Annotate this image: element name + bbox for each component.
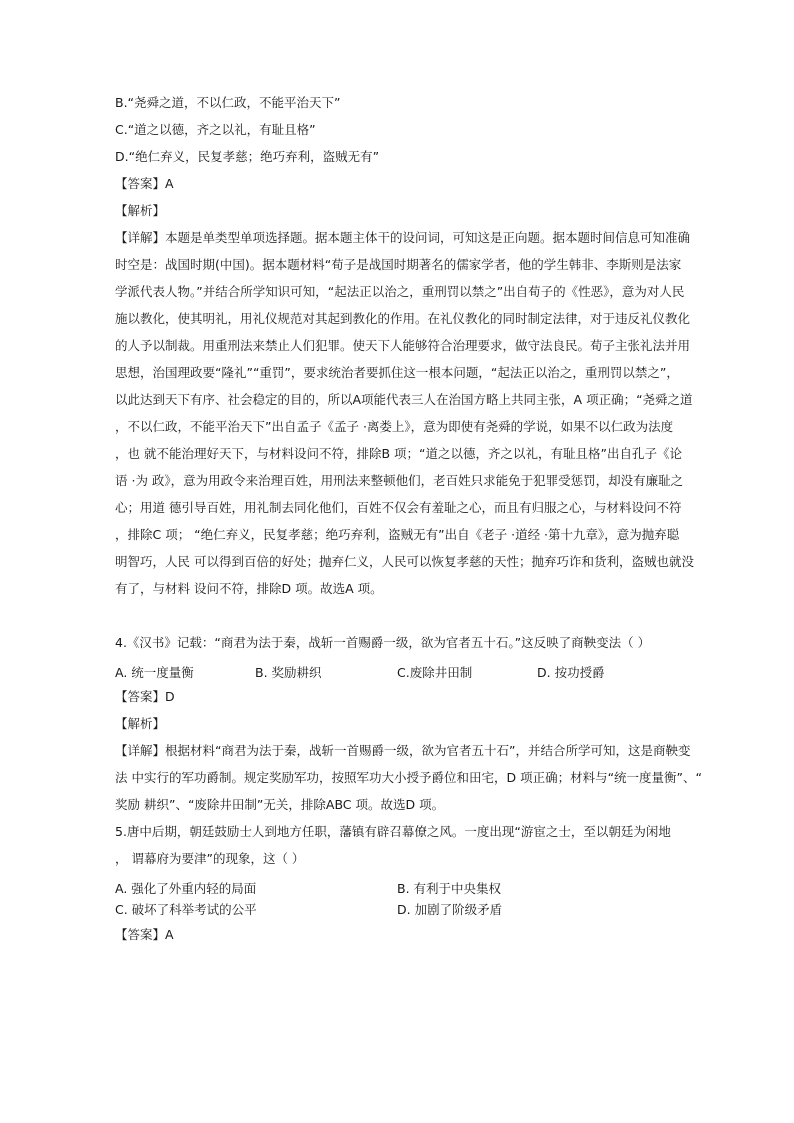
- q4-options: [115, 663, 695, 680]
- q3-option-b: B.“尧舜之道，不以仁政，不能平治天下”: [115, 95, 341, 110]
- q3-detail-line: 【详解】本题是单类型单项选择题。据本题主体干的设问词，可知这是正向题。据本题时间信息可知准确: [115, 230, 691, 245]
- q3-detail-line: 明智巧，人民 可以得到百倍的好处；抛弃仁义，人民可以恢复孝慈的天性；抛弃巧诈和货利，盗贼也就没: [115, 554, 694, 569]
- q4-stem: 4.《汉书》记载：“商君为法于秦，战斩一首赐爵一级，欲为官者五十石。”这反映了商鞅变法（ ）: [115, 635, 651, 650]
- q3-option-c: C.“道之以德，齐之以礼，有耻且格”: [115, 122, 316, 137]
- q5-stem-line: 5.唐中后期，朝廷鼓励士人到地方任职，藩镇有辟召幕僚之风。一度出现“游宦之士，至以朝廷为闲地: [115, 824, 671, 839]
- q4-detail-line: 【详解】根据材料“商君为法于秦，战斩一首赐爵一级，欲为官者五十石”，并结合所学可知，这是商鞅变: [115, 743, 691, 758]
- q3-detail-line: 有了，与材料 设问不符，排除D 项。故选A 项。: [115, 581, 383, 596]
- q3-detail-line: 语 ·为 政》，意为用政令来治理百姓，用刑法来整顿他们，老百姓只求能免于犯罪受惩罚，却没有廉耻之: [115, 473, 684, 488]
- q4-option-a: A. 统一度量衡: [115, 665, 194, 680]
- q5-option-b: B. 有利于中央集权: [397, 881, 502, 896]
- q3-detail-line: 的人予以制裁。用重刑法来禁止人们犯罪。使天下人能够符合治理要求，做守法良民。荀子主张礼法并用: [115, 338, 691, 353]
- q3-detail-line: ，不以仁政，不能平治天下”出自孟子《孟子 ·离娄上》，意为即使有尧舜的学说，如果不以仁政为法度: [115, 419, 674, 434]
- q5-option-a: A. 强化了外重内轻的局面: [115, 881, 257, 896]
- q5-option-c: C. 破坏了科举考试的公平: [115, 902, 257, 917]
- q4-option-d: D. 按功授爵: [537, 665, 605, 680]
- q3-detail-line: 学派代表人物。”并结合所学知识可知，“起法正以治之，重刑罚以禁之”出自荀子的《性恶》，意为对人民: [115, 284, 685, 299]
- q4-analysis-label: 【解析】: [115, 716, 166, 731]
- q4-detail-line: 法 中实行的军功爵制。规定奖励军功，按照军功大小授予爵位和田宅，D 项正确；材料与“统一度量衡”、“: [115, 770, 703, 785]
- q3-detail-line: 心；用道 德引导百姓，用礼制去同化他们，百姓不仅会有羞耻之心，而且有归服之心，与材料设问不符: [115, 500, 682, 515]
- q3-detail-line: 施以教化，使其明礼，用礼仪规范对其起到教化的作用。在礼仪教化的同时制定法律，对于违反礼仪教化: [115, 311, 691, 326]
- q4-option-b: B. 奖励耕织: [255, 665, 322, 680]
- q3-detail-line: ，排除C 项； “绝仁弃义，民复孝慈；绝巧弃利，盗贼无有”出自《老子 ·道经 ·第十九章》，意为抛弃聪: [115, 527, 680, 542]
- q3-option-d: D.“绝仁弃义，民复孝慈；绝巧弃利，盗贼无有”: [115, 149, 380, 164]
- q5-options-row-1: [115, 879, 695, 896]
- q5-answer: 【答案】A: [115, 927, 174, 942]
- q5-stem-line: ， 谓幕府为要津”的现象，这（ ）: [115, 851, 305, 866]
- q3-detail-line: 时空是：战国时期(中国)。据本题材料“荀子是战国时期著名的儒家学者，他的学生韩非、李斯则是法家: [115, 257, 682, 272]
- q3-detail-line: 思想，治国理政要“隆礼”“重罚”，要求统治者要抓住这一根本问题，“起法正以治之，重刑罚以禁之”，: [115, 365, 679, 380]
- q5-option-d: D. 加剧了阶级矛盾: [397, 902, 503, 917]
- q4-answer: 【答案】D: [115, 689, 175, 704]
- q3-detail-line: 以此达到天下有序、社会稳定的目的，所以A项能代表三人在治国方略上共同主张，A 项正确；“尧舜之道: [115, 392, 693, 407]
- q5-options-row-2: [115, 900, 695, 917]
- q4-option-c: C.废除井田制: [397, 665, 473, 680]
- q3-analysis-label: 【解析】: [115, 203, 166, 218]
- q3-detail-line: ，也 就不能治理好天下，与材料设问不符，排除B 项；“道之以德，齐之以礼，有耻且格”出自孔子《论: [115, 446, 682, 461]
- q3-answer: 【答案】A: [115, 176, 174, 191]
- q4-detail-line: 奖励 耕织”、“废除井田制”无关，排除ABC 项。故选D 项。: [115, 797, 445, 812]
